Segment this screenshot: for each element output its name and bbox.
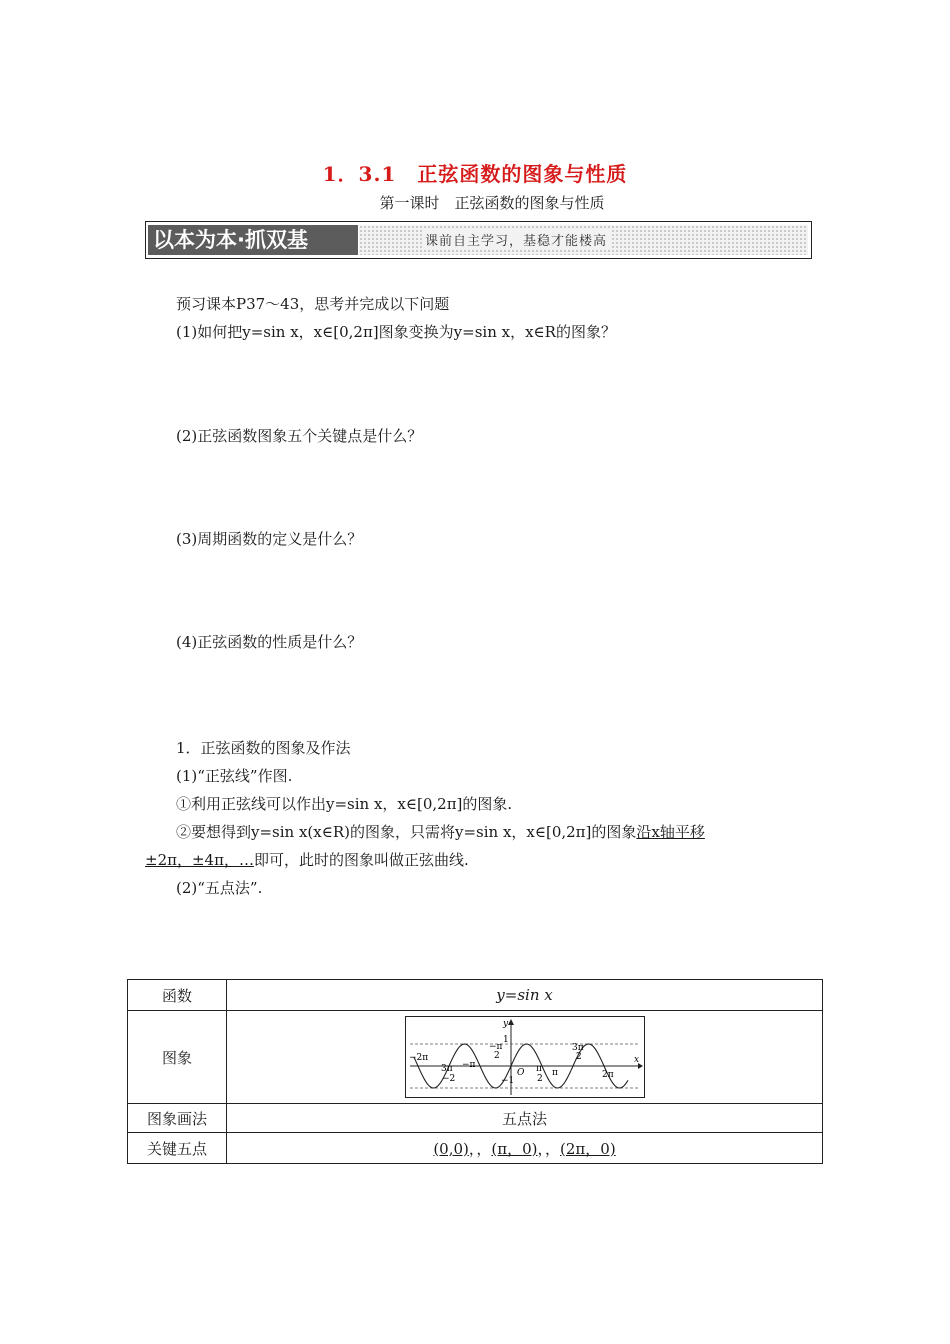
sine-graph-svg: [406, 1017, 644, 1097]
origin-label: O: [516, 1068, 524, 1078]
row-value-method: 五点法: [227, 1104, 823, 1133]
table-row: [128, 1104, 823, 1133]
preview-intro: 预习课本P37～43，思考并完成以下问题: [176, 295, 450, 313]
section-sub-2: (2)“五点法”.: [176, 879, 263, 897]
row-label-function: 函数: [128, 980, 227, 1011]
section-item-2-cont: [145, 849, 469, 870]
item-2-answer-2: ±2π，±4π，…: [145, 851, 254, 869]
row-value-function: y=sin x: [227, 980, 823, 1011]
page-title: 1．3.1 正弦函数的图象与性质: [322, 162, 628, 186]
row-label-key-points: 关键五点: [128, 1133, 227, 1164]
y-neg-one-label: −1: [500, 1076, 514, 1086]
sine-table: [127, 979, 823, 1164]
page-subtitle: 第一课时 正弦函数的图象与性质: [379, 194, 605, 212]
preview-question-3: (3)周期函数的定义是什么？: [176, 530, 363, 548]
pi-half-den: 2: [536, 1074, 543, 1084]
neg-pi-label: −π: [461, 1060, 475, 1070]
neg-pi-half-den: 2: [493, 1051, 500, 1061]
banner-right-panel: [359, 225, 808, 255]
row-value-key-points: [227, 1133, 823, 1164]
section-banner: [145, 221, 812, 259]
pi-half-num: π: [535, 1064, 542, 1074]
section-item-1: ①利用正弦线可以作出y=sin x，x∈[0,2π]的图象.: [176, 795, 513, 813]
preview-question-2: (2)正弦函数图象五个关键点是什么？: [176, 427, 423, 445]
row-label-graph: 图象: [128, 1011, 227, 1104]
y-axis-label: y: [502, 1019, 508, 1029]
banner-right-label: 课前自主学习，基稳才能楼高: [422, 230, 610, 249]
neg-pi-half-num: −π: [488, 1042, 502, 1052]
section-item-2: [176, 821, 705, 842]
key-point-1: (0,0): [433, 1139, 469, 1158]
y-axis-arrow: [508, 1019, 514, 1025]
neg-two-pi-label: −2π: [408, 1053, 428, 1063]
three-pi-half-den: 2: [575, 1052, 582, 1062]
row-label-method: 图象画法: [128, 1104, 227, 1133]
table-row: [128, 1011, 823, 1104]
item-2-answer-1: 沿x轴平移: [636, 823, 705, 841]
pi-label: π: [551, 1068, 558, 1078]
item-2-text: ②要想得到y=sin x(x∈R)的图象，只需将y=sin x，x∈[0,2π]的图象: [176, 823, 637, 841]
preview-question-1: (1)如何把y=sin x，x∈[0,2π]图象变换为y=sin x，x∈R的图象？: [176, 323, 616, 341]
x-axis-label: x: [633, 1055, 639, 1065]
key-point-sep-1: ，，: [468, 1139, 492, 1158]
neg-3pi-half-den: −2: [441, 1074, 455, 1084]
sine-graph: [405, 1016, 645, 1098]
three-pi-half-num: 3π: [571, 1043, 584, 1053]
section-heading: 1．正弦函数的图象及作法: [176, 739, 351, 757]
key-point-3: (2π，0): [560, 1139, 616, 1158]
table-row: [128, 980, 823, 1011]
key-point-2: (π，0): [491, 1139, 538, 1158]
row-value-graph: [227, 1011, 823, 1104]
two-pi-label: 2π: [601, 1070, 614, 1080]
section-sub-1: (1)“正弦线”作图.: [176, 767, 293, 785]
preview-question-4: (4)正弦函数的性质是什么？: [176, 633, 363, 651]
item-2-text-end: 即可，此时的图象叫做正弦曲线.: [253, 851, 469, 869]
banner-left-label: 以本为本·抓双基: [148, 225, 358, 255]
y-one-label: 1: [502, 1035, 509, 1045]
table-row: [128, 1133, 823, 1164]
key-point-sep-2: ，，: [537, 1139, 561, 1158]
neg-3pi-half-num: 3π: [440, 1064, 453, 1074]
